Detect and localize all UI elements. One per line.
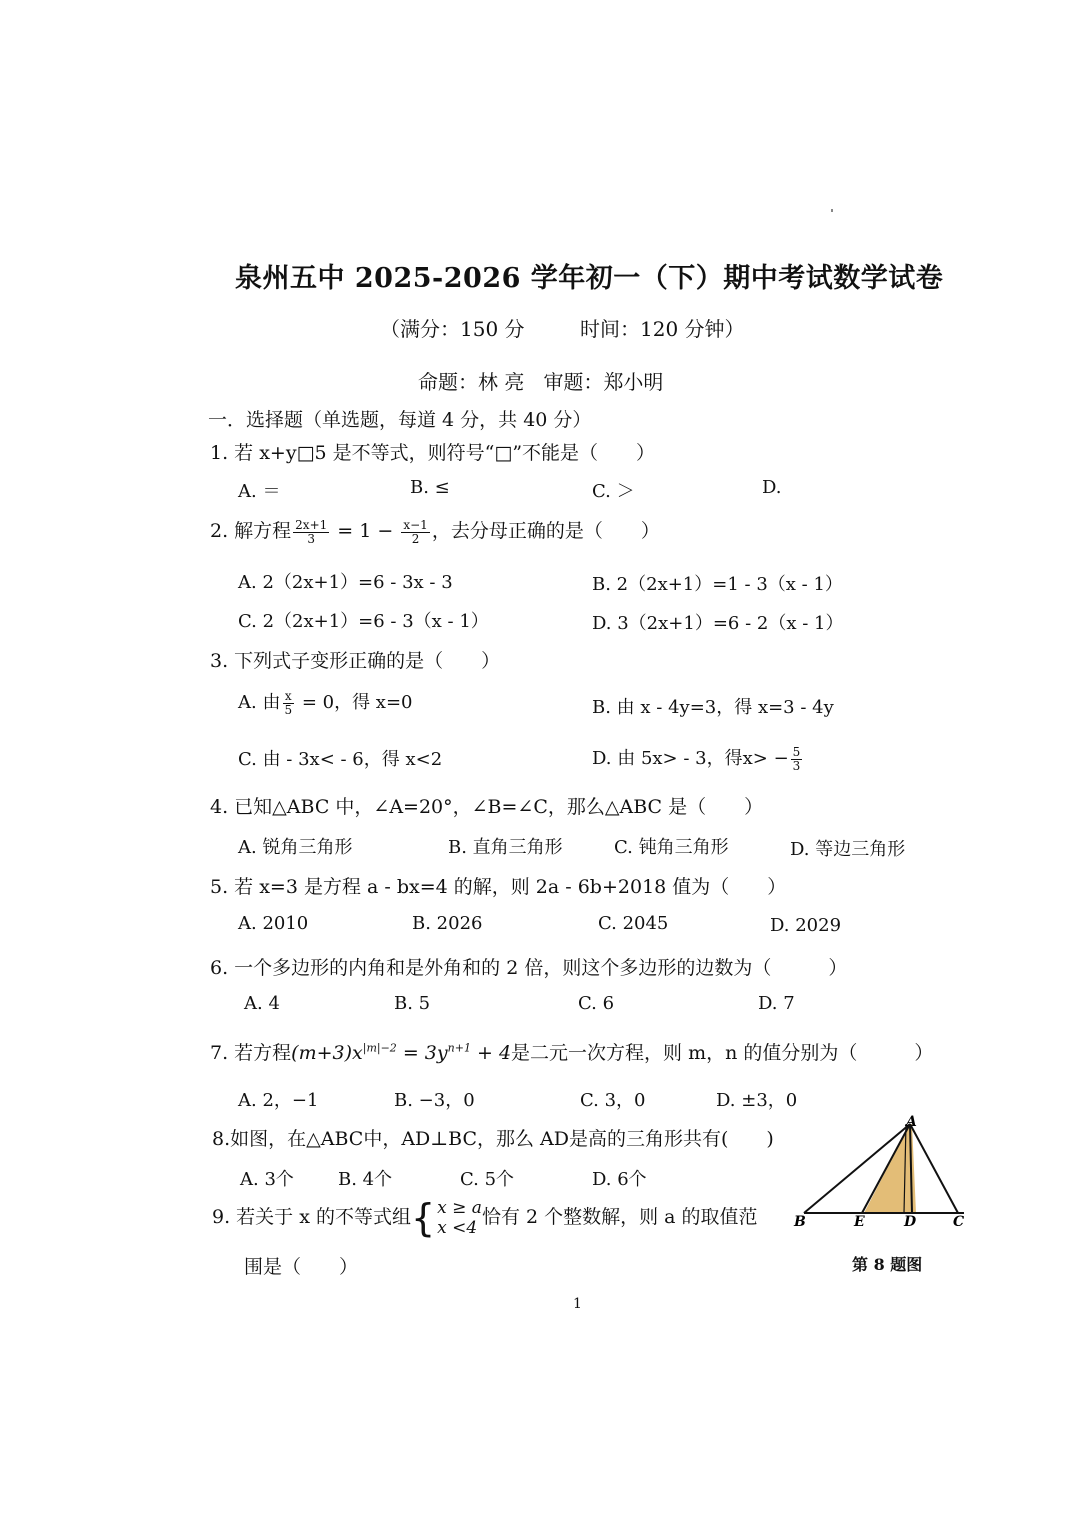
q3-option-a: A. 由 $\frac{x}{5}$ = 0，得 x=0 bbox=[238, 688, 413, 717]
q5-option-b: B. 2026 bbox=[412, 913, 483, 934]
highlight-region bbox=[864, 1124, 916, 1213]
question-1: 1. 若 x+y□5 是不等式，则符号“□”不能是（ ） bbox=[210, 442, 656, 464]
exam-title: 泉州五中 2025-2026 学年初一（下）期中考试数学试卷 bbox=[235, 263, 944, 294]
q5-option-d: D. 2029 bbox=[770, 915, 842, 936]
q7-option-d: D. ±3，0 bbox=[716, 1090, 798, 1111]
q7-option-b: B. −3，0 bbox=[394, 1090, 475, 1111]
q2-option-b: B. 2（2x+1）=1 - 3（x - 1） bbox=[592, 574, 843, 595]
reviewer-label: 审题： bbox=[543, 370, 604, 394]
question-8: 8.如图，在△ABC中，AD⊥BC，那么 AD是高的三角形共有( ) bbox=[212, 1128, 774, 1150]
q6-option-a: A. 4 bbox=[244, 993, 280, 1014]
question-9-continued: 围是（ ） bbox=[244, 1256, 359, 1278]
q4-option-a: A. 锐角三角形 bbox=[238, 837, 353, 858]
equation-expression: $(m+3)x^{|m|-2} = 3y^{n+1} + 4$ bbox=[291, 1041, 512, 1064]
author-line bbox=[418, 366, 663, 395]
q8-option-d: D. 6个 bbox=[592, 1169, 647, 1190]
reviewer-name: 郑小明 bbox=[603, 370, 664, 394]
scan-speck bbox=[831, 209, 833, 212]
q5-option-c: C. 2045 bbox=[598, 913, 669, 934]
q6-option-d: D. 7 bbox=[758, 993, 795, 1014]
q5-option-a: A. 2010 bbox=[238, 913, 309, 934]
label-b: B bbox=[794, 1214, 806, 1230]
q1-option-b: B. ≤ bbox=[410, 477, 450, 498]
page-number: 1 bbox=[573, 1296, 582, 1312]
q4-option-c: C. 钝角三角形 bbox=[614, 837, 729, 858]
section-title: 一．选择题（单选题，每道 4 分，共 40 分） bbox=[208, 409, 592, 431]
exam-time: 时间：120 分钟） bbox=[580, 317, 745, 341]
q3-option-d: D. 由 5x> - 3，得x> − $\frac{5}{3}$ bbox=[592, 744, 801, 773]
label-c: C bbox=[953, 1214, 965, 1230]
q4-option-d: D. 等边三角形 bbox=[790, 839, 906, 860]
label-e: E bbox=[854, 1214, 865, 1230]
q8-option-a: A. 3个 bbox=[240, 1169, 294, 1190]
question-3: 3. 下列式子变形正确的是（ ） bbox=[210, 650, 501, 672]
q6-option-c: C. 6 bbox=[578, 993, 615, 1014]
side-ac bbox=[910, 1124, 958, 1213]
author-name: 林 亮 bbox=[478, 370, 525, 394]
q2-option-c: C. 2（2x+1）=6 - 3（x - 1） bbox=[238, 611, 489, 632]
label-d: D bbox=[904, 1214, 917, 1230]
fraction-5-over-3: $\frac{5}{3}$ bbox=[792, 744, 801, 773]
q8-option-b: B. 4个 bbox=[338, 1169, 393, 1190]
question-6: 6. 一个多边形的内角和是外角和的 2 倍，则这个多边形的边数为（ ） bbox=[210, 957, 848, 979]
fraction-right: $\frac{x-1}{2}$ bbox=[403, 517, 428, 546]
q3-option-c: C. 由 - 3x< - 6，得 x<2 bbox=[238, 749, 443, 770]
q1-option-d: D. bbox=[762, 477, 782, 498]
question-7: 7. 若方程$(m+3)x^{|m|-2} = 3y^{n+1} + 4$是二元一次方程，则 m，n 的值分别为（ ） bbox=[210, 1041, 934, 1064]
full-score: （满分：150 分 bbox=[380, 317, 525, 341]
q1-option-a: A. ＝ bbox=[238, 481, 281, 502]
q4-option-b: B. 直角三角形 bbox=[448, 837, 563, 858]
question-9: 9. 若关于 x 的不等式组 { x ≥ a x <4 恰有 2 个整数解，则 a 的取值范 bbox=[212, 1196, 758, 1240]
author-label: 命题： bbox=[418, 370, 478, 394]
q2-option-a: A. 2（2x+1）=6 - 3x - 3 bbox=[238, 572, 453, 593]
question-5: 5. 若 x=3 是方程 a - bx=4 的解，则 2a - 6b+2018 值为（ ） bbox=[210, 876, 787, 898]
q7-option-a: A. 2，−1 bbox=[238, 1090, 319, 1111]
q7-option-c: C. 3，0 bbox=[580, 1090, 646, 1111]
q8-option-c: C. 5个 bbox=[460, 1169, 515, 1190]
q2-option-d: D. 3（2x+1）=6 - 2（x - 1） bbox=[592, 613, 844, 634]
question-4: 4. 已知△ABC 中，∠A=20°，∠B=∠C，那么△ABC 是（ ） bbox=[210, 796, 764, 818]
q6-option-b: B. 5 bbox=[394, 993, 431, 1014]
fraction-x-over-5: $\frac{x}{5}$ bbox=[284, 688, 293, 717]
figure-caption: 第 8 题图 bbox=[852, 1255, 923, 1274]
label-a: A bbox=[906, 1114, 917, 1130]
question-2: 2. 解方程 $\frac{2x+1}{3}$ = 1 − $\frac{x-1}{2}$ ，去分母正确的是（ ） bbox=[210, 517, 660, 546]
q1-option-c: C. ＞ bbox=[592, 481, 635, 502]
triangle-figure bbox=[790, 1112, 975, 1232]
fraction-left: $\frac{2x+1}{3}$ bbox=[295, 517, 328, 546]
q3-option-b: B. 由 x - 4y=3，得 x=3 - 4y bbox=[592, 697, 834, 718]
inequality-system: { x ≥ a x <4 bbox=[410, 1196, 482, 1240]
